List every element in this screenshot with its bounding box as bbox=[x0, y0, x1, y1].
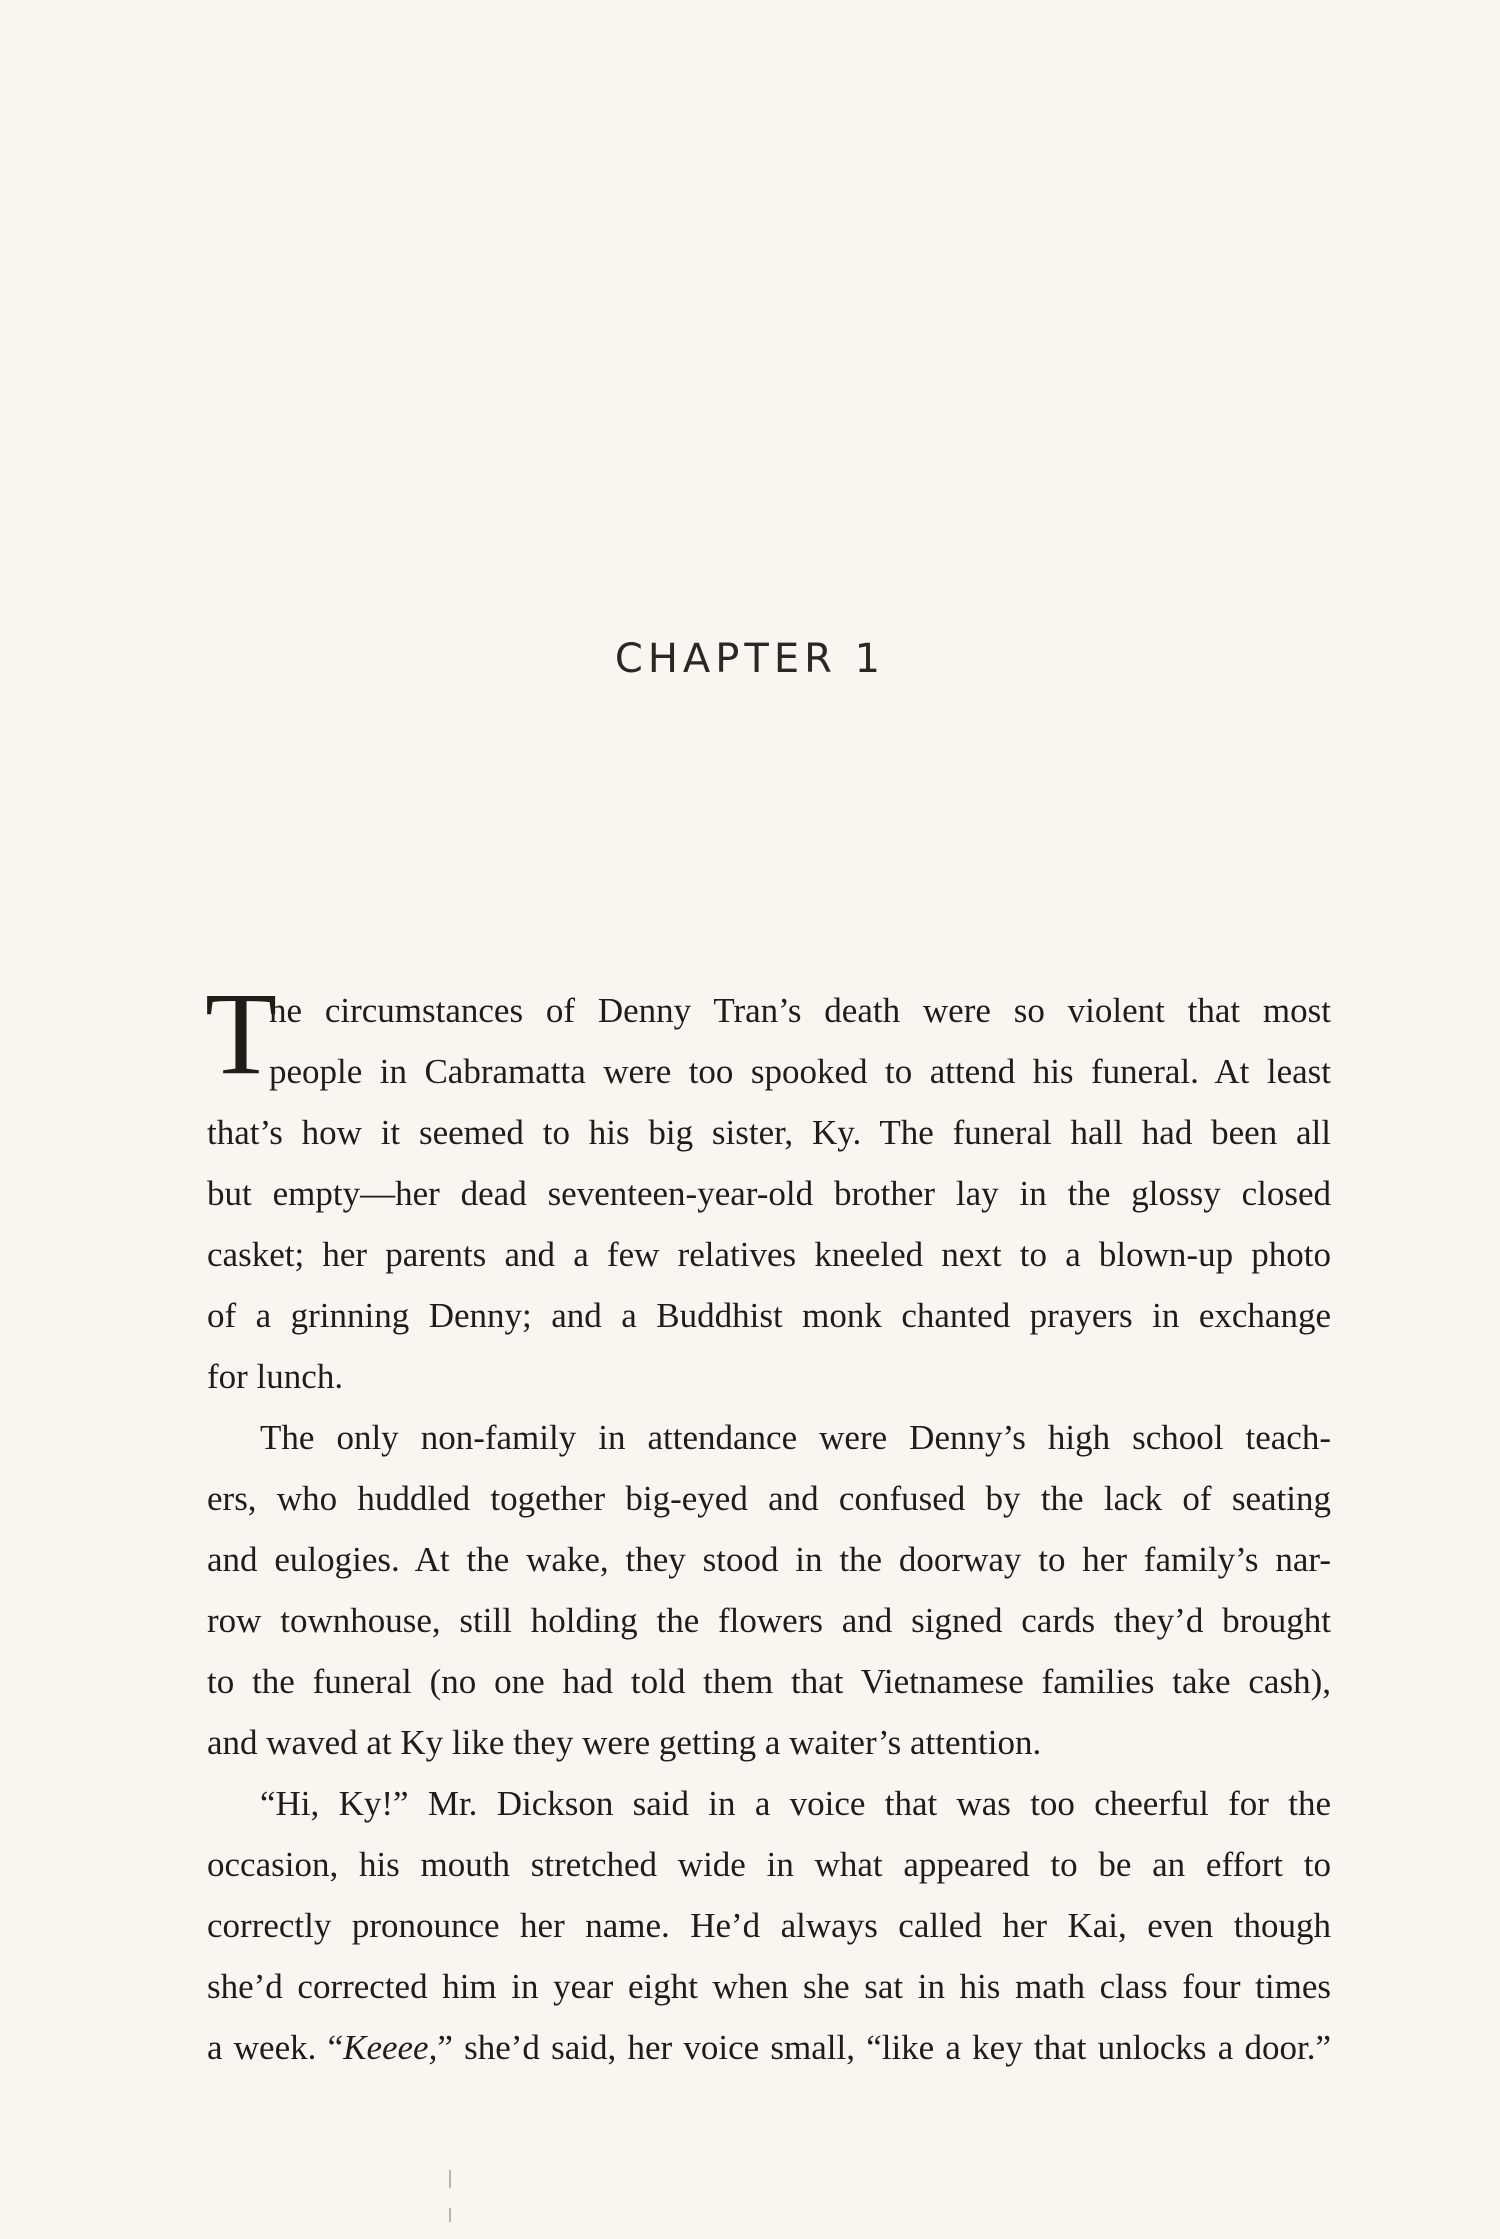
text-line: but empty—her dead seventeen-year-old brother lay in the glossy closed bbox=[207, 1174, 1331, 1213]
text-line: ers, who huddled together big-eyed and confused by the lack of seating bbox=[207, 1479, 1331, 1518]
italic-text: Keeee, bbox=[343, 2028, 438, 2067]
text-line: to the funeral (no one had told them that Vietnamese families take cash), bbox=[207, 1662, 1331, 1701]
scan-mark bbox=[449, 2170, 451, 2188]
text-line: she’d corrected him in year eight when she sat in his math class four times bbox=[207, 1967, 1331, 2006]
paragraph-2 bbox=[207, 1407, 1331, 1773]
text-line: occasion, his mouth stretched wide in what appeared to be an effort to bbox=[207, 1845, 1331, 1884]
text-line: people in Cabramatta were too spooked to attend his funeral. At least bbox=[269, 1052, 1331, 1091]
text-line: and waved at Ky like they were getting a waiter’s attention. bbox=[207, 1723, 1042, 1762]
drop-cap: T bbox=[205, 968, 278, 1099]
text-line: row townhouse, still holding the flowers and signed cards they’d brought bbox=[207, 1601, 1331, 1640]
chapter-body bbox=[205, 968, 1331, 2078]
text-segment: ” she’d said, her voice small, “like a key that unlocks a door.” bbox=[437, 2028, 1331, 2067]
text-line: “Hi, Ky!” Mr. Dickson said in a voice that was too cheerful for the bbox=[260, 1784, 1331, 1823]
scan-mark bbox=[449, 2208, 451, 2222]
text-line: he circumstances of Denny Tran’s death were so violent that most bbox=[269, 991, 1331, 1030]
text-line: of a grinning Denny; and a Buddhist monk chanted prayers in exchange bbox=[207, 1296, 1331, 1335]
text-line: correctly pronounce her name. He’d always called her Kai, even though bbox=[207, 1906, 1331, 1945]
paragraph-3 bbox=[207, 1773, 1331, 2078]
paragraph-1 bbox=[205, 968, 1331, 1407]
text-line: and eulogies. At the wake, they stood in the doorway to her family’s nar- bbox=[207, 1540, 1331, 1579]
text-line: casket; her parents and a few relatives kneeled next to a blown-up photo bbox=[207, 1235, 1331, 1274]
text-line: The only non-family in attendance were Denny’s high school teach- bbox=[260, 1418, 1331, 1457]
text-line bbox=[207, 2017, 1331, 2078]
chapter-heading: CHAPTER 1 bbox=[614, 636, 886, 682]
text-line: for lunch. bbox=[207, 1357, 344, 1396]
text-line: that’s how it seemed to his big sister, Ky. The funeral hall had been all bbox=[207, 1113, 1331, 1152]
text-segment: a week. “ bbox=[207, 2028, 344, 2067]
